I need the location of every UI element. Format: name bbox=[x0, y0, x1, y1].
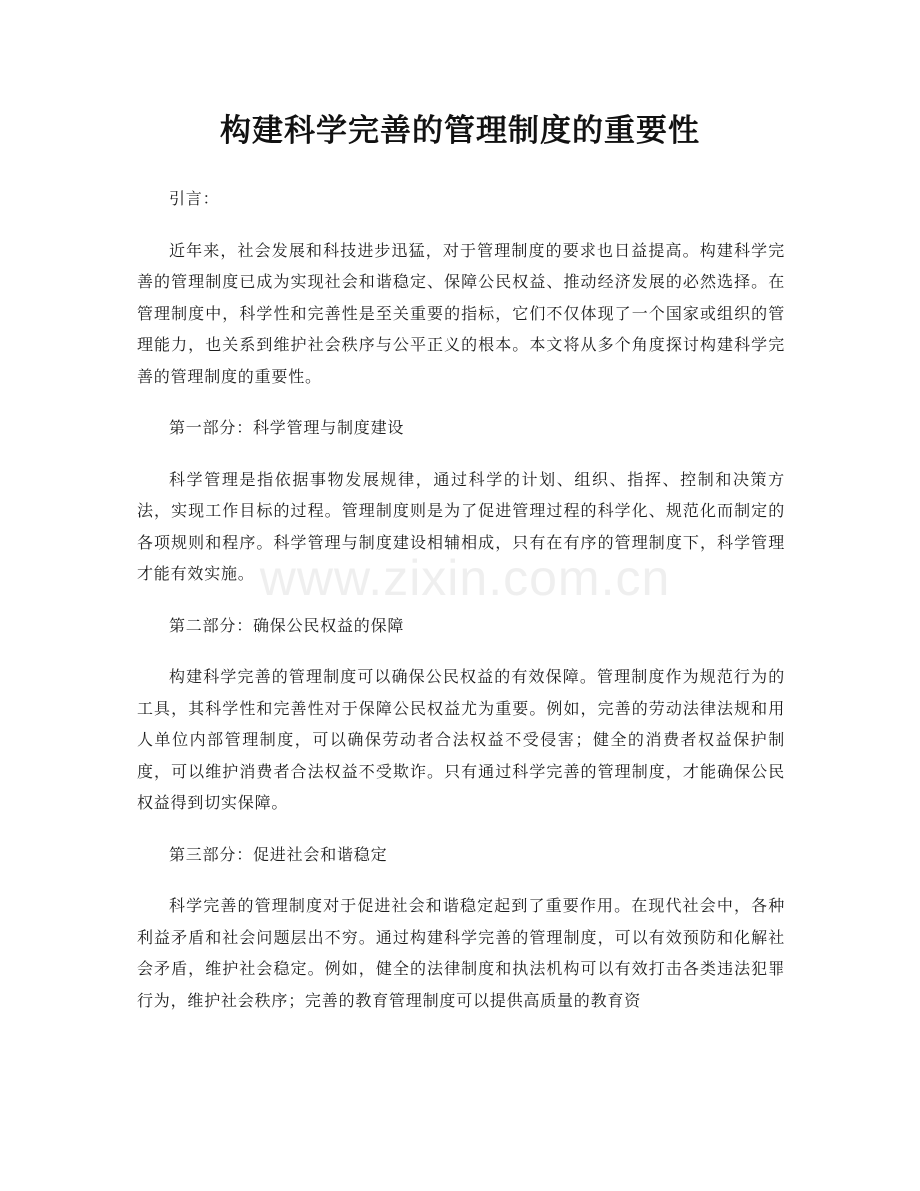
intro-label: 引言： bbox=[169, 189, 220, 208]
section-1-paragraph: 科学管理是指依据事物发展规律，通过科学的计划、组织、指挥、控制和决策方法，实现工作目标的过程。管理制度则是为了促进管理过程的科学化、规范化而制定的各项规则和程序。科学管理与制度建设相辅相成，只有在有序的管理制度下，科学管理才能有效实施。 bbox=[137, 469, 785, 583]
document-title: 构建科学完善的管理制度的重要性 bbox=[220, 113, 700, 149]
intro-paragraph: 近年来，社会发展和科技进步迅猛，对于管理制度的要求也日益提高。构建科学完善的管理制度已成为实现社会和谐稳定、保障公民权益、推动经济发展的必然选择。在管理制度中，科学性和完善性是至关重要的指标，它们不仅体现了一个国家或组织的管理能力，也关系到维护社会秩序与公平正义的根本。本文将从多个角度探讨构建科学完善的管理制度的重要性。 bbox=[137, 240, 785, 386]
section-1-heading: 第一部分：科学管理与制度建设 bbox=[169, 418, 405, 437]
section-3-paragraph: 科学完善的管理制度对于促进社会和谐稳定起到了重要作用。在现代社会中，各种利益矛盾和社会问题层出不穷。通过构建科学完善的管理制度，可以有效预防和化解社会矛盾，维护社会稳定。例如，健全的法律制度和执法机构可以有效打击各类违法犯罪行为，维护社会秩序；完善的教育管理制度可以提供高质量的教育资 bbox=[137, 896, 785, 1010]
section-2-paragraph: 构建科学完善的管理制度可以确保公民权益的有效保障。管理制度作为规范行为的工具，其科学性和完善性对于保障公民权益尤为重要。例如，完善的劳动法律法规和用人单位内部管理制度，可以确保劳动者合法权益不受侵害；健全的消费者权益保护制度，可以维护消费者合法权益不受欺诈。只有通过科学完善的管理制度，才能确保公民权益得到切实保障。 bbox=[137, 667, 785, 812]
section-2-heading: 第二部分：确保公民权益的保障 bbox=[169, 615, 405, 635]
section-3-heading: 第三部分：促进社会和谐稳定 bbox=[169, 844, 388, 864]
document-body bbox=[137, 183, 785, 1016]
watermark-text: www.zixin.com.cn bbox=[259, 550, 671, 606]
